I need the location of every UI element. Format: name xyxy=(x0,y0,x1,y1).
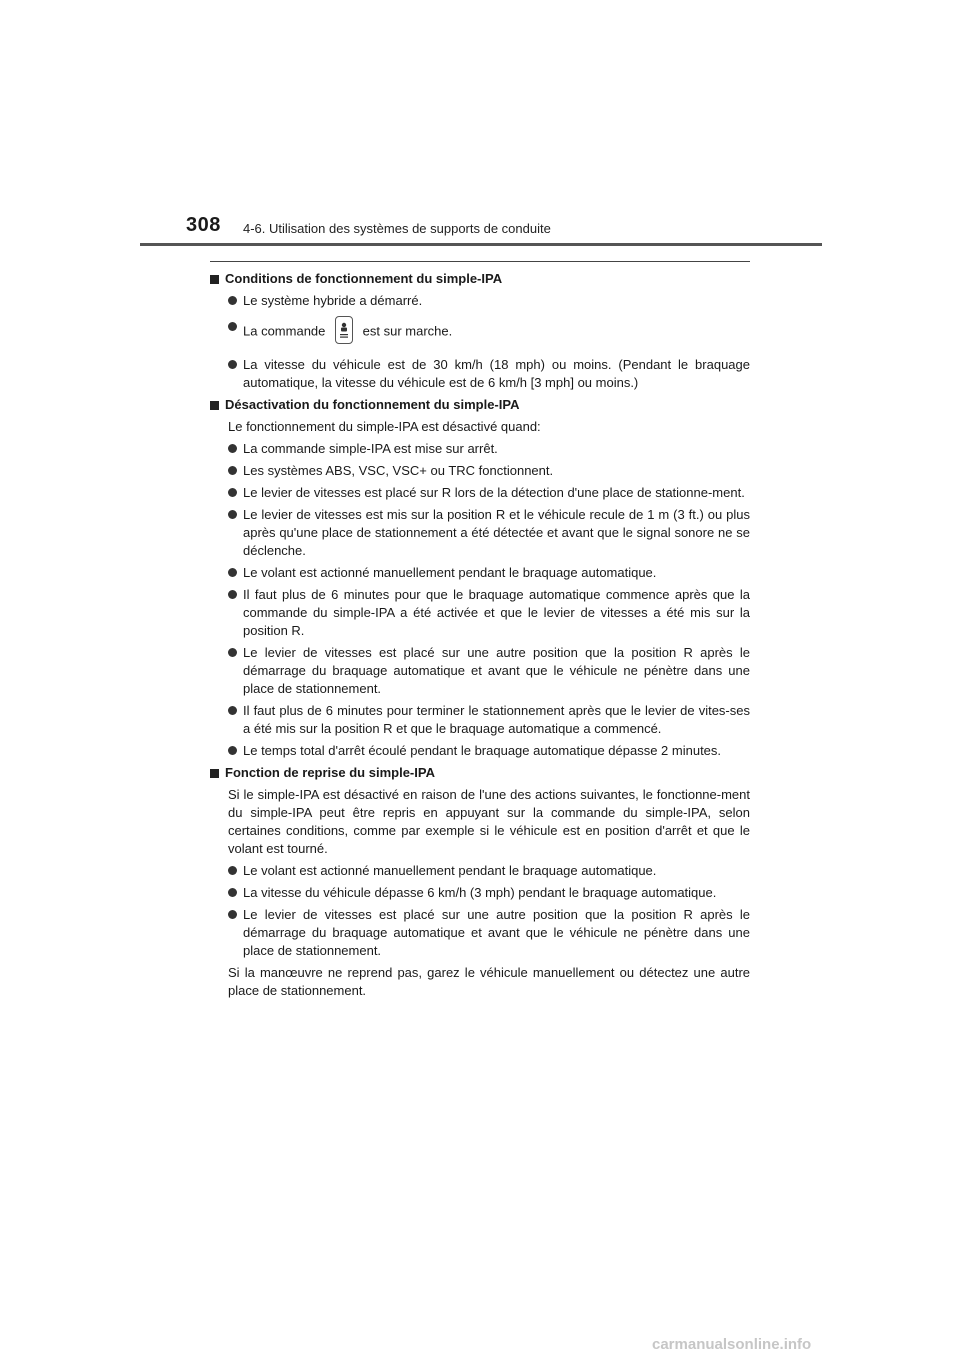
page-content xyxy=(210,261,750,1004)
bullet-icon xyxy=(228,910,237,919)
section-title-conditions xyxy=(210,270,750,288)
list-item xyxy=(228,906,750,960)
section-intro: Si le simple-IPA est désactivé en raison de l'une des actions suivantes, le fonctionne-ment du simple-IPA peut être repris en appuyant sur la commande du simple-IPA, selon certaines conditions, comme par exemple si le véhicule est en position d'arrêt et que le volant est tourné. xyxy=(228,787,750,856)
bullet-icon xyxy=(228,360,237,369)
page-header xyxy=(0,0,960,250)
list-item xyxy=(228,702,750,738)
list-item xyxy=(228,462,750,480)
section-title-text: Conditions de fonctionnement du simple-IPA xyxy=(225,271,503,286)
header-divider xyxy=(140,243,822,246)
bullet-icon xyxy=(228,488,237,497)
bullet-icon xyxy=(228,888,237,897)
list-item xyxy=(228,484,750,502)
list-item-text: Le levier de vitesses est placé sur R lors de la détection d'une place de stationne-ment. xyxy=(243,485,745,500)
list-item-text: Le volant est actionné manuellement pendant le braquage automatique. xyxy=(243,863,657,878)
switch-text-before: La commande xyxy=(243,323,326,339)
bullet-icon xyxy=(228,648,237,657)
list-item-text: La vitesse du véhicule dépasse 6 km/h (3 mph) pendant le braquage automatique. xyxy=(243,885,717,900)
list-item-text: Le temps total d'arrêt écoulé pendant le braquage automatique dépasse 2 minutes. xyxy=(243,743,722,758)
bullet-icon xyxy=(228,590,237,599)
switch-text-after: est sur marche. xyxy=(362,323,453,339)
bullet-icon xyxy=(228,866,237,875)
page-number: 308 xyxy=(186,214,221,236)
list-item xyxy=(228,884,750,902)
bullet-icon xyxy=(228,444,237,453)
list-item-text: Le levier de vitesses est mis sur la position R et le véhicule recule de 1 m (3 ft.) ou plus après qu'une place de stationnement a été détectée et avant que le signal sonore ne se déclenche. xyxy=(243,507,750,558)
list-item xyxy=(228,506,750,560)
section-outro: Si la manœuvre ne reprend pas, garez le véhicule manuellement ou détectez une autre place de stationnement. xyxy=(228,965,750,998)
list-item xyxy=(228,644,750,698)
list-item xyxy=(228,440,750,458)
watermark-text: carmanualsonline.info xyxy=(652,1336,812,1353)
list-item xyxy=(228,586,750,640)
list-item xyxy=(228,292,750,310)
section-title-deactivation xyxy=(210,396,750,414)
simple-ipa-switch-icon xyxy=(335,316,353,344)
list-item-text: Les systèmes ABS, VSC, VSC+ ou TRC fonctionnent. xyxy=(243,463,554,478)
bullet-icon xyxy=(228,322,237,331)
bullet-icon xyxy=(228,746,237,755)
square-bullet-icon xyxy=(210,275,219,284)
list-item-text: Le levier de vitesses est placé sur une autre position que la position R après le démarrage du braquage automatique et avant que le véhicule ne pénètre dans une place de stationnement. xyxy=(243,907,750,958)
bullet-icon xyxy=(228,296,237,305)
list-item-text: Le levier de vitesses est placé sur une autre position que la position R après le démarrage du braquage automatique et avant que le véhicule ne pénètre dans une place de stationnement. xyxy=(243,645,750,696)
list-item xyxy=(228,862,750,880)
section-title-resume xyxy=(210,764,750,782)
list-item-text: Il faut plus de 6 minutes pour terminer le stationnement après que le levier de vites-ses a été mis sur la position R et que le braquage automatique a commencé. xyxy=(243,703,750,736)
chapter-title: 4-6. Utilisation des systèmes de supports de conduite xyxy=(243,221,551,236)
square-bullet-icon xyxy=(210,401,219,410)
bullet-icon xyxy=(228,510,237,519)
bullet-icon xyxy=(228,568,237,577)
list-item-text: Le volant est actionné manuellement pendant le braquage automatique. xyxy=(243,565,657,580)
section-title-text: Désactivation du fonctionnement du simple-IPA xyxy=(225,397,520,412)
list-item-text: Le système hybride a démarré. xyxy=(243,293,423,308)
list-item-text: La commande simple-IPA est mise sur arrêt. xyxy=(243,441,498,456)
square-bullet-icon xyxy=(210,769,219,778)
list-item-text xyxy=(243,318,750,346)
list-item xyxy=(228,742,750,760)
list-item-text: Il faut plus de 6 minutes pour que le braquage automatique commence après que la commande du simple-IPA a été activée et que le levier de vitesses a été mis sur la position R. xyxy=(243,587,750,638)
list-item-text: La vitesse du véhicule est de 30 km/h (18 mph) ou moins. (Pendant le braquage automatique, la vitesse du véhicule est de 6 km/h [3 mph] ou moins.) xyxy=(243,357,750,390)
list-item xyxy=(228,356,750,392)
bullet-icon xyxy=(228,706,237,715)
bullet-icon xyxy=(228,466,237,475)
list-item xyxy=(228,318,750,346)
section-intro: Le fonctionnement du simple-IPA est désactivé quand: xyxy=(228,419,541,434)
list-item xyxy=(228,564,750,582)
section-title-text: Fonction de reprise du simple-IPA xyxy=(225,765,435,780)
